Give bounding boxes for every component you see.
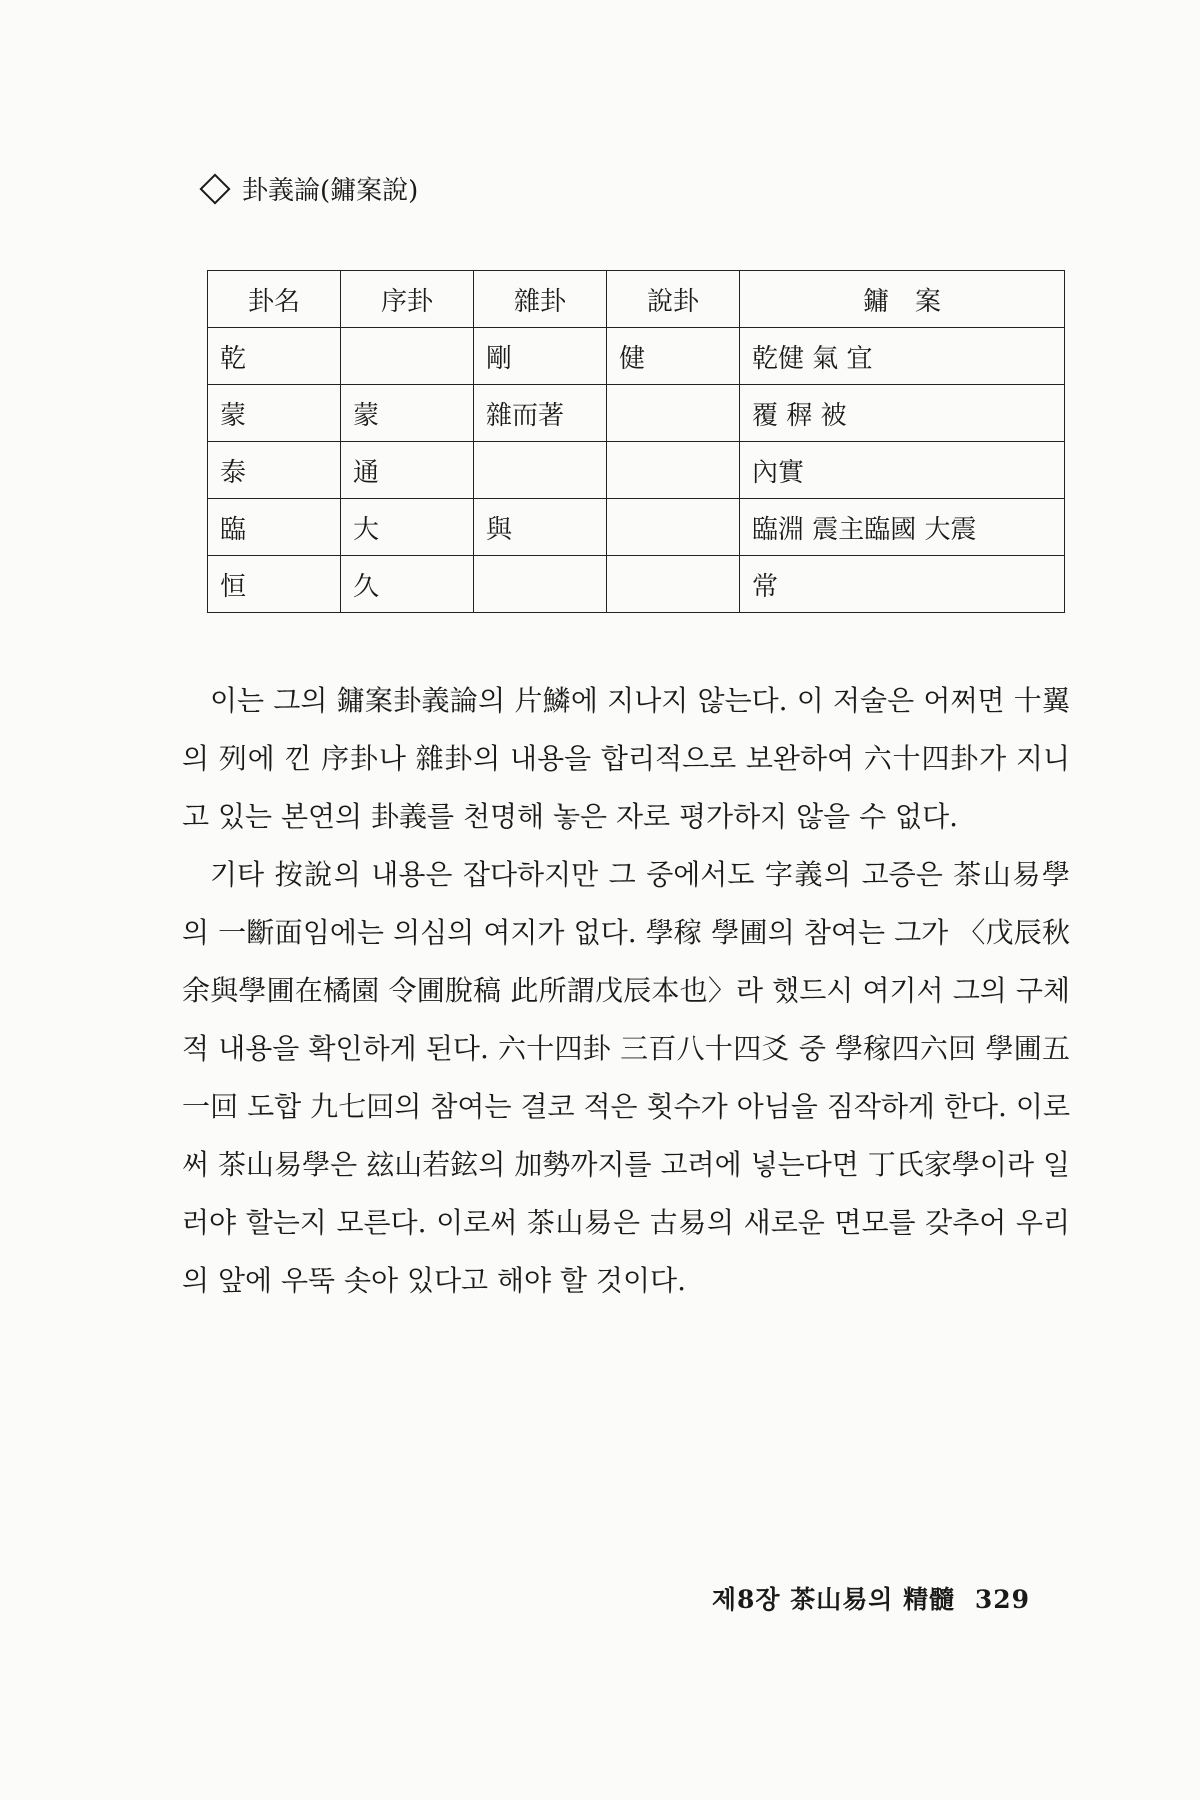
table-row xyxy=(208,442,1065,499)
table-cell xyxy=(474,556,607,613)
table-cell: 蒙 xyxy=(341,385,474,442)
header-cell: 序卦 xyxy=(341,271,474,328)
table-cell: 蒙 xyxy=(208,385,341,442)
paragraph: 기타 按說의 내용은 잡다하지만 그 중에서도 字義의 고증은 茶山易學의 一斷面임에는 의심의 여지가 없다. 學稼 學圃의 참여는 그가 〈戊辰秋 余與學圃在橘園 令圃脫稿 此所謂戊辰本也〉라 했드시 여기서 그의 구체적 내용을 확인하게 된다. 六十四卦 三百八十四爻 중 學稼四六回 學圃五一回 도합 九七回의 참여는 결코 적은 횟수가 아님을 짐작하게 한다. 이로써 茶山易學은 玆山若鉉의 加勢까지를 고려에 넣는다면 丁氏家學이라 일러야 할는지 모른다. 이로써 茶山易은 古易의 새로운 면모를 갖추어 우리의 앞에 우뚝 솟아 있다고 해야 할 것이다. xyxy=(182,858,1070,1297)
table-cell: 覆 稺 被 xyxy=(740,385,1065,442)
table-cell: 乾 xyxy=(208,328,341,385)
table-cell xyxy=(607,499,740,556)
gua-meaning-table xyxy=(207,270,1065,613)
paragraph: 이는 그의 鏞案卦義論의 片鱗에 지나지 않는다. 이 저술은 어쩌면 十翼의 列에 낀 序卦나 雜卦의 내용을 합리적으로 보완하여 六十四卦가 지니고 있는 본연의 卦義를 천명해 놓은 자로 평가하지 않을 수 없다. xyxy=(182,684,1070,833)
table-cell: 乾健 氣 宜 xyxy=(740,328,1065,385)
table-cell xyxy=(607,385,740,442)
table-row xyxy=(208,385,1065,442)
table-cell: 內實 xyxy=(740,442,1065,499)
table-cell: 常 xyxy=(740,556,1065,613)
header-cell: 說卦 xyxy=(607,271,740,328)
table-cell: 泰 xyxy=(208,442,341,499)
page-footer xyxy=(702,1580,1030,1616)
section-heading-text: 卦義論(鏞案說) xyxy=(242,176,419,206)
table-header-row xyxy=(208,271,1065,328)
table-cell xyxy=(607,442,740,499)
table-cell: 通 xyxy=(341,442,474,499)
table-cell: 剛 xyxy=(474,328,607,385)
header-cell: 卦名 xyxy=(208,271,341,328)
table-row xyxy=(208,499,1065,556)
table-cell: 臨 xyxy=(208,499,341,556)
table-cell xyxy=(341,328,474,385)
table-cell: 臨淵 震主臨國 大震 xyxy=(740,499,1065,556)
header-cell: 雜卦 xyxy=(474,271,607,328)
table-cell xyxy=(607,556,740,613)
chapter-title: 제8장 茶山易의 精髓 xyxy=(711,1585,956,1614)
table-row xyxy=(208,556,1065,613)
table-row xyxy=(208,328,1065,385)
body-text xyxy=(182,672,1070,1310)
diamond-outline-icon xyxy=(199,173,230,204)
header-cell: 鏞 案 xyxy=(740,271,1065,328)
table-cell: 久 xyxy=(341,556,474,613)
table-cell xyxy=(474,442,607,499)
table-cell: 恒 xyxy=(208,556,341,613)
table-cell: 健 xyxy=(607,328,740,385)
page-number: 329 xyxy=(974,1585,1030,1614)
section-heading xyxy=(204,170,418,207)
table-cell: 雜而著 xyxy=(474,385,607,442)
table-cell: 與 xyxy=(474,499,607,556)
table-cell: 大 xyxy=(341,499,474,556)
